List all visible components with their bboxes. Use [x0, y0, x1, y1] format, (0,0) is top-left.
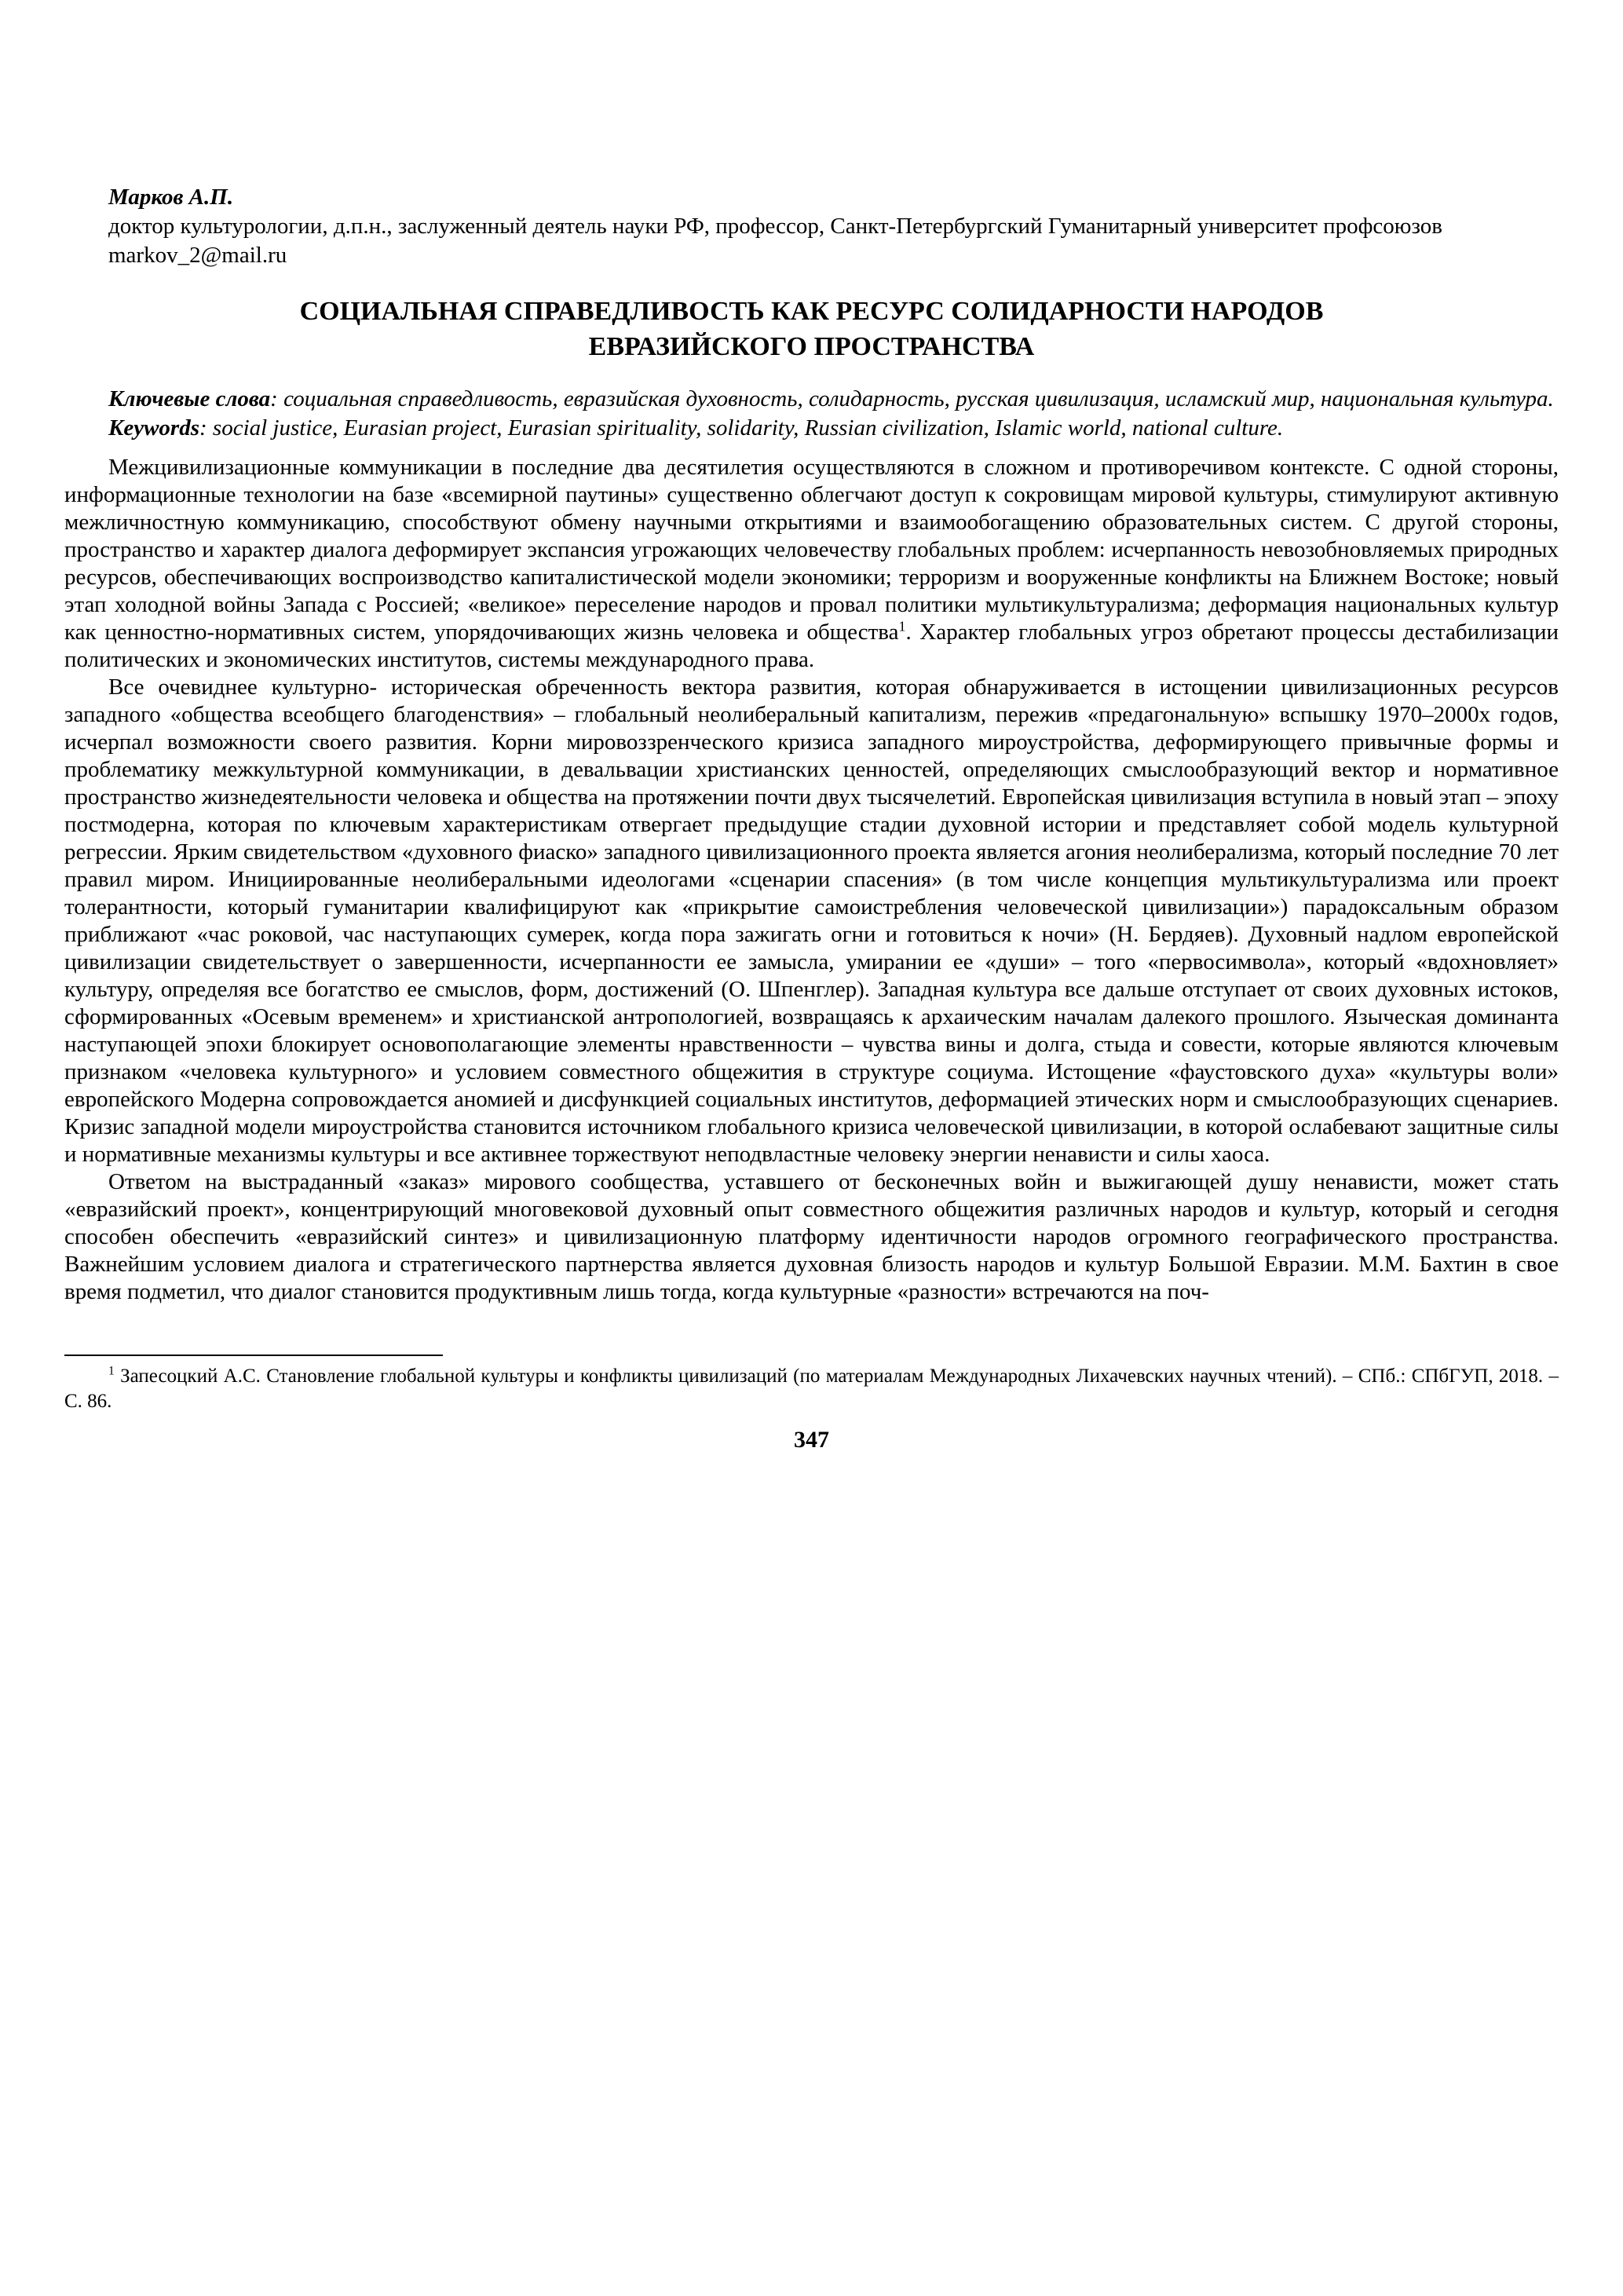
footnote-separator [64, 1355, 443, 1356]
author-email: markov_2@mail.ru [108, 243, 287, 268]
author-affiliation: доктор культурологии, д.п.н., заслуженный деятель науки РФ, профессор, Санкт-Петербургский Гуманитарный университет профсоюзов [108, 214, 1442, 239]
paper-title-line-2: ЕВРАЗИЙСКОГО ПРОСТРАНСТВА [588, 332, 1035, 361]
keywords-ru-label: Ключевые слова [108, 386, 271, 411]
footnote-marker: 1 [108, 1364, 115, 1378]
paragraph-text: Межцивилизационные коммуникации в последние два десятилетия осуществляются в сложном и противоречивом контексте. С одной стороны, информационные технологии на базе «всемирной паутины» существенно облегчают доступ к сокровищам мировой культуры, стимулируют активную межличностную коммуникацию, способствуют обмену научными открытиями и взаимообогащению образовательных систем. С другой стороны, пространство и характер диалога деформирует экспансия угрожающих человечеству глобальных проблем: исчерпанность невозобновляемых природных ресурсов, обеспечивающих воспроизводство капиталистической модели экономики; терроризм и вооруженные конфликты на Ближнем Востоке; новый этап холодной войны Запада с Россией; «великое» переселение народов и провал политики мультикультурализма; деформация национальных культур как ценностно-нормативных систем, упорядочивающих жизнь человека и общества [64, 455, 1559, 645]
body-paragraph [64, 1168, 1559, 1306]
keywords-en-label: Keywords [108, 415, 199, 441]
keywords-block [64, 385, 1559, 443]
keywords-en [64, 414, 1559, 443]
paragraph-text: . Характер глобальных угроз обретают процессы дестабилизации политических и экономических институтов, системы международного права. [64, 620, 1559, 672]
paragraph-text: Ответом на выстраданный «заказ» мирового сообщества, уставшего от бесконечных войн и выжигающей душу ненависти, может стать «евразийский проект», концентрирующий многовековой духовный опыт совместного общежития различных народов и культур, который и сегодня способен обеспечить «евразийский синтез» и цивилизационную платформу идентичности народов огромного географического пространства. Важнейшим условием диалога и стратегического партнерства является духовная близость народов и культур Большой Евразии. М.М. Бахтин в свое время подметил, что диалог становится продуктивным лишь тогда, когда культурные «разности» встречаются на поч- [64, 1169, 1559, 1304]
footnote-reference: 1 [898, 618, 906, 634]
body-paragraphs [64, 454, 1559, 1306]
paragraph-text: Все очевиднее культурно- историческая обреченность вектора развития, которая обнаруживается в истощении цивилизационных ресурсов западного «общества всеобщего благоденствия» – глобальный неолиберальный капитализм, пережив «предагональную» вспышку 1970–2000х годов, исчерпал возможности своего развития. Корни мировоззренческого кризиса западного мироустройства, деформирующего привычные формы и проблематику межкультурной коммуникации, в девальвации христианских ценностей, определяющих смыслообразующий вектор и нормативное пространство жизнедеятельности человека и общества на протяжении почти двух тысячелетий. Европейская цивилизация вступила в новый этап – эпоху постмодерна, которая по ключевым характеристикам отвергает предыдущие стадии духовной истории и представляет собой модель культурной регрессии. Ярким свидетельством «духовного фиаско» западного цивилизационного проекта является агония неолиберализма, который последние 70 лет правил миром. Инициированные неолиберальными идеологами «сценарии спасения» (в том числе концепция мультикультурализма или проект толерантности, который гуманитарии квалифицируют как «прикрытие самоистребления человеческой цивилизации») парадоксальным образом приближают «час роковой, час наступающих сумерек, когда пора зажигать огни и готовиться к ночи» (Н. Бердяев). Духовный надлом европейской цивилизации свидетельствует о завершенности, исчерпанности ее замысла, умирании ее «души» – того «первосимвола», который «вдохновляет» культуру, определяя все богатство ее смыслов, форм, достижений (О. Шпенглер). Западная культура все дальше отступает от своих духовных истоков, сформированных «Осевым временем» и христианской антропологией, возвращаясь к архаическим началам далекого прошлого. Языческая доминанта наступающей эпохи блокирует основополагающие элементы нравственности – чувства вины и долга, стыда и совести, которые являются ключевым признаком «человека культурного» и условием совместного общежития в структуре социума. Истощение «фаустовского духа» «культуры воли» европейского Модерна сопровождается аномией и дисфункцией социальных институтов, деформацией этических норм и смыслообразующих сценариев. Кризис западной модели мироустройства становится источником глобального кризиса человеческой цивилизации, в которой ослабевают защитные силы и нормативные механизмы культуры и все активнее торжествуют неподвластные человеку энергии ненависти и силы хаоса. [64, 675, 1559, 1167]
keywords-en-text: : social justice, Eurasian project, Eurasian spirituality, solidarity, Russian civilization, Islamic world, national culture. [199, 415, 1284, 441]
author-block [108, 183, 1559, 270]
paper-title [64, 294, 1559, 364]
page-number: 347 [794, 1427, 829, 1453]
body-paragraph [64, 454, 1559, 674]
author-name: Марков А.П. [108, 185, 234, 210]
keywords-ru [64, 385, 1559, 414]
body-paragraph [64, 674, 1559, 1168]
keywords-ru-text: : социальная справедливость, евразийская духовность, солидарность, русская цивилизация, исламский мир, национальная культура. [270, 386, 1554, 411]
paper-title-line-1: СОЦИАЛЬНАЯ СПРАВЕДЛИВОСТЬ КАК РЕСУРС СОЛИДАРНОСТИ НАРОДОВ [299, 297, 1324, 326]
footnote [64, 1364, 1559, 1414]
footnote-text: Запесоцкий А.С. Становление глобальной культуры и конфликты цивилизаций (по материалам Международных Лихачевских научных чтений). – СПб.: СПбГУП, 2018. – С. 86. [64, 1366, 1559, 1412]
